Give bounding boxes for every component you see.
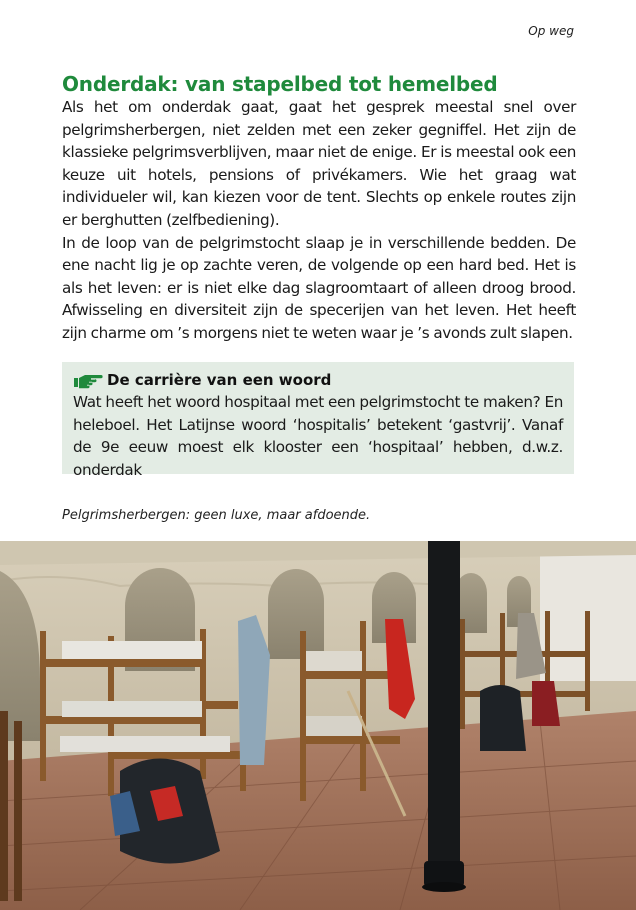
pointing-hand-icon xyxy=(73,371,103,389)
body-text xyxy=(62,96,576,345)
info-box-header xyxy=(73,368,563,391)
info-box-text: Wat heeft het woord hospitaal met een pelgrimstocht te maken? En heleboel. Het Latijnse woord ‘hospitalis’ betekent ‘gastvrij’. Vanaf de 9e eeuw moest elk klooster een ‘hospitaal’ hebben, d.w.z. onderdak xyxy=(73,393,563,479)
section-title: Onderdak: van stapelbed tot hemelbed xyxy=(62,72,498,96)
paragraph: Als het om onderdak gaat, gaat het gesprek meestal snel over pelgrimsherbergen, niet zelden met een zeker gegniffel. Het zijn de klassieke pelgrimsverblijven, maar niet de enige. Er is meestal ook een keuze uit hotels, pensions of privékamers. Wie het graag wat individueler wil, kan kiezen voor de tent. Slechts op enkele routes zijn er berghutten (zelfbediening). xyxy=(62,98,576,229)
info-box-title: De carrière van een woord xyxy=(107,370,332,389)
photo-caption: Pelgrimsherbergen: geen luxe, maar afdoende. xyxy=(62,508,371,523)
running-head: Op weg xyxy=(528,24,574,38)
paragraph: In de loop van de pelgrimstocht slaap je in verschillende bedden. De ene nacht lig je op zachte veren, de volgende op een hard bed. Het is als het leven: er is niet elke dag slagroomtaart of alleen droog brood. Afwisseling en diversiteit zijn de specerijen van het leven. Het heeft zijn charme om ’s morgens niet te weten waar je ’s avonds zult slapen. xyxy=(62,233,576,342)
info-box xyxy=(62,362,574,479)
photo-illustration xyxy=(0,541,636,910)
dormitory-photo xyxy=(0,541,636,910)
